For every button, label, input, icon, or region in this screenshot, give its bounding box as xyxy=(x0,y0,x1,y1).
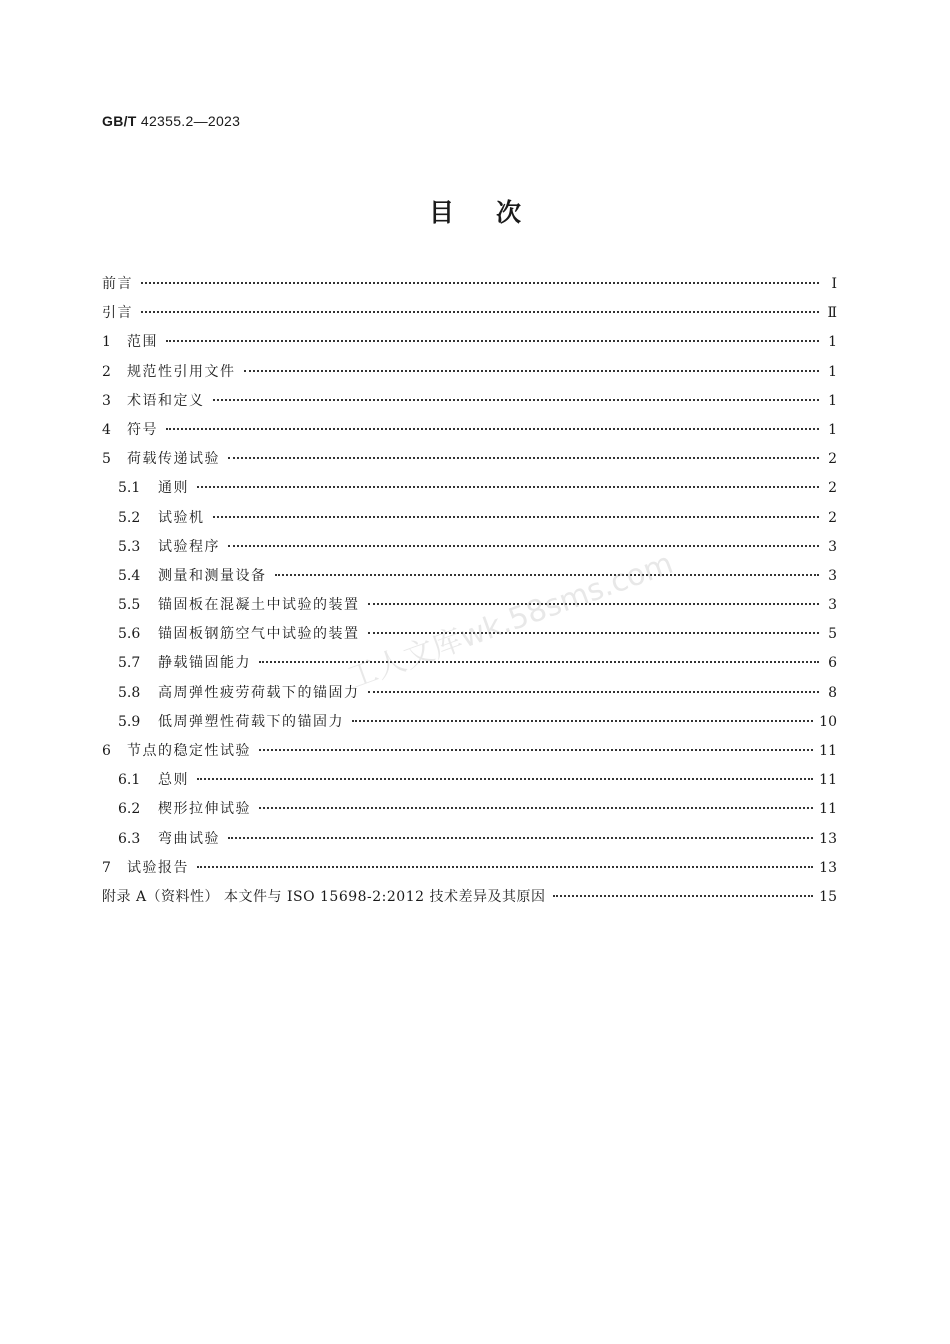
toc-entry-label: 范围 xyxy=(127,334,158,351)
toc-entry[interactable] xyxy=(102,883,837,912)
toc-entry-label: 测量和测量设备 xyxy=(158,567,267,584)
toc-entry-page: 2 xyxy=(828,480,837,497)
watermark: 工人文库wk.58sms.com xyxy=(342,545,678,697)
toc-entry-number: 5.8 xyxy=(118,684,141,701)
toc-entry-page: 2 xyxy=(828,509,837,526)
toc-entry[interactable] xyxy=(102,299,837,328)
dot-leader xyxy=(213,516,820,518)
toc-entry-number: 5.1 xyxy=(118,480,141,497)
toc-entry-label: 节点的稳定性试验 xyxy=(127,743,251,759)
dot-leader xyxy=(197,778,813,780)
toc-entry-label: 锚固板在混凝土中试验的装置 xyxy=(158,597,360,614)
toc-entry-number: 4 xyxy=(102,421,111,438)
toc-entry[interactable] xyxy=(102,795,837,824)
toc-entry[interactable] xyxy=(102,708,837,737)
dot-leader xyxy=(244,370,820,372)
toc-entry-label: 附录 A（资料性） 本文件与 ISO 15698-2:2012 技术差异及其原因 xyxy=(102,888,546,905)
toc-entry[interactable] xyxy=(102,445,837,474)
toc-entry[interactable] xyxy=(102,620,837,649)
toc-entry-number: 6.2 xyxy=(118,801,141,818)
dot-leader xyxy=(141,282,819,284)
dot-leader xyxy=(259,749,813,751)
dot-leader xyxy=(228,457,819,459)
toc-entry-label: 试验程序 xyxy=(158,538,220,555)
toc-entry-page: 2 xyxy=(828,451,837,468)
toc-entry-page: 1 xyxy=(828,421,837,438)
toc-entry-number: 5.4 xyxy=(118,567,141,584)
toc-entry-number: 1 xyxy=(102,334,111,351)
toc-entry-label: 规范性引用文件 xyxy=(127,363,236,380)
toc-entry-page: 3 xyxy=(828,567,837,584)
dot-leader xyxy=(166,340,819,342)
toc-entry-page: 3 xyxy=(828,597,837,614)
toc-entry-page: 5 xyxy=(828,626,837,643)
toc-entry-page: 13 xyxy=(819,830,837,847)
toc-entry[interactable] xyxy=(102,504,837,533)
toc-entry[interactable] xyxy=(102,562,837,591)
toc-entry[interactable] xyxy=(102,591,837,620)
toc-entry[interactable] xyxy=(102,387,837,416)
toc-entry[interactable] xyxy=(102,533,837,562)
toc-entry-label: 荷载传递试验 xyxy=(127,451,220,468)
dot-leader xyxy=(368,691,820,693)
toc-entry-label: 总则 xyxy=(158,772,189,789)
toc-entry-number: 5 xyxy=(102,451,111,468)
toc-entry[interactable] xyxy=(102,270,837,299)
dot-leader xyxy=(259,807,813,809)
toc-entry-page: 11 xyxy=(819,743,837,759)
dot-leader xyxy=(197,866,813,868)
dot-leader xyxy=(553,895,813,897)
toc-entry-label: 符号 xyxy=(127,421,158,438)
toc-entry-label: 通则 xyxy=(158,480,189,497)
toc-entry-label: 低周弹塑性荷载下的锚固力 xyxy=(158,713,344,730)
toc-entry-page: 15 xyxy=(819,888,837,905)
dot-leader xyxy=(368,603,820,605)
toc-entry-number: 2 xyxy=(102,363,111,380)
toc-entry-number: 5.3 xyxy=(118,538,141,555)
toc-entry-page: 11 xyxy=(819,801,837,818)
toc-entry-number: 5.6 xyxy=(118,626,141,643)
toc-entry-label: 术语和定义 xyxy=(127,392,205,409)
toc-entry-page: Ⅱ xyxy=(827,305,837,322)
dot-leader xyxy=(368,632,820,634)
toc-entry-number: 5.7 xyxy=(118,655,141,672)
dot-leader xyxy=(213,399,820,401)
toc-entry-page: 1 xyxy=(828,392,837,409)
toc-entry[interactable] xyxy=(102,474,837,503)
table-of-contents xyxy=(102,270,837,912)
standard-number: 42355.2—2023 xyxy=(140,113,241,129)
toc-entry-label: 弯曲试验 xyxy=(158,830,220,847)
toc-entry[interactable] xyxy=(102,358,837,387)
toc-entry[interactable] xyxy=(102,416,837,445)
toc-entry[interactable] xyxy=(102,679,837,708)
dot-leader xyxy=(197,486,819,488)
toc-entry-number: 5.5 xyxy=(118,597,141,614)
toc-entry-page: 1 xyxy=(828,334,837,351)
toc-entry[interactable] xyxy=(102,854,837,883)
toc-entry-number: 6.1 xyxy=(118,772,141,789)
toc-entry-page: 13 xyxy=(819,859,837,876)
dot-leader xyxy=(275,574,820,576)
toc-entry-page: 8 xyxy=(828,684,837,701)
dot-leader xyxy=(259,661,819,663)
toc-entry[interactable] xyxy=(102,737,837,766)
toc-entry-page: Ⅰ xyxy=(831,276,837,292)
toc-entry-label: 楔形拉伸试验 xyxy=(158,801,251,818)
standard-code xyxy=(102,113,240,129)
dot-leader xyxy=(228,545,819,547)
toc-entry-number: 6.3 xyxy=(118,830,141,847)
toc-entry-label: 前言 xyxy=(102,276,133,292)
toc-entry-label: 引言 xyxy=(102,305,133,322)
toc-entry[interactable] xyxy=(102,649,837,678)
dot-leader xyxy=(166,428,819,430)
toc-entry-page: 6 xyxy=(828,655,837,672)
toc-entry-label: 静载锚固能力 xyxy=(158,655,251,672)
toc-entry-number: 7 xyxy=(102,859,111,876)
toc-entry-label: 锚固板钢筋空气中试验的装置 xyxy=(158,626,360,643)
dot-leader xyxy=(352,720,813,722)
toc-entry-number: 3 xyxy=(102,392,111,409)
toc-entry[interactable] xyxy=(102,328,837,357)
dot-leader xyxy=(141,311,819,313)
toc-entry-label: 高周弹性疲劳荷载下的锚固力 xyxy=(158,684,360,701)
page-title: 目次 xyxy=(428,198,563,227)
toc-entry-number: 6 xyxy=(102,743,111,759)
toc-entry-label: 试验报告 xyxy=(127,859,189,876)
toc-entry-label: 试验机 xyxy=(158,509,205,526)
toc-entry-number: 5.9 xyxy=(118,713,141,730)
dot-leader xyxy=(228,837,813,839)
standard-prefix: GB/T xyxy=(102,113,137,129)
toc-entry-page: 10 xyxy=(819,713,837,730)
toc-entry[interactable] xyxy=(102,766,837,795)
toc-entry-page: 3 xyxy=(828,538,837,555)
toc-entry-number: 5.2 xyxy=(118,509,141,526)
toc-entry[interactable] xyxy=(102,825,837,854)
toc-entry-page: 1 xyxy=(828,363,837,380)
toc-entry-page: 11 xyxy=(819,772,837,789)
